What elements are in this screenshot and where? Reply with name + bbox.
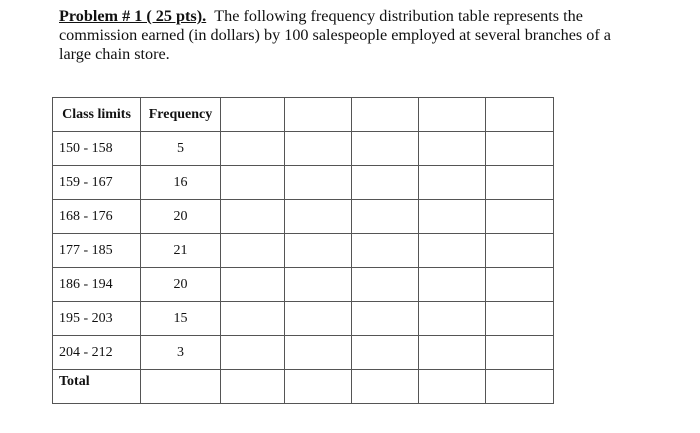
class-limits-cell: 177 - 185 [53, 234, 141, 268]
header-class-limits: Class limits [53, 98, 141, 132]
empty-cell [486, 166, 554, 200]
table-row [53, 336, 554, 370]
frequency-cell: 5 [141, 132, 221, 166]
frequency-cell: 21 [141, 234, 221, 268]
empty-cell [419, 268, 486, 302]
empty-cell [352, 302, 419, 336]
empty-cell [285, 98, 352, 132]
empty-cell [352, 166, 419, 200]
problem-text: The following frequency distribution table represents the commission earned (in dollars) by 100 salespeople employed at several branches of a large chain store. [59, 7, 611, 63]
empty-cell [352, 370, 419, 404]
empty-cell [486, 200, 554, 234]
class-limits-cell: 186 - 194 [53, 268, 141, 302]
empty-cell [352, 268, 419, 302]
frequency-table-container [52, 97, 554, 404]
table-row [53, 200, 554, 234]
empty-cell [221, 268, 285, 302]
empty-cell [486, 268, 554, 302]
empty-cell [419, 302, 486, 336]
empty-cell [486, 132, 554, 166]
empty-cell [285, 234, 352, 268]
problem-heading: Problem # 1 ( 25 pts). [59, 7, 207, 25]
class-limits-cell: 204 - 212 [53, 336, 141, 370]
empty-cell [221, 302, 285, 336]
empty-cell [285, 200, 352, 234]
empty-cell [419, 200, 486, 234]
empty-cell [352, 98, 419, 132]
empty-cell [352, 132, 419, 166]
table-row [53, 302, 554, 336]
empty-cell [221, 234, 285, 268]
frequency-cell: 15 [141, 302, 221, 336]
frequency-distribution-table [52, 97, 554, 404]
empty-cell [419, 98, 486, 132]
empty-cell [419, 234, 486, 268]
empty-cell [221, 166, 285, 200]
empty-cell [419, 370, 486, 404]
empty-cell [285, 132, 352, 166]
empty-cell [221, 200, 285, 234]
frequency-cell: 20 [141, 200, 221, 234]
table-row [53, 268, 554, 302]
table-row [53, 166, 554, 200]
empty-cell [285, 166, 352, 200]
empty-cell [221, 370, 285, 404]
frequency-cell: 16 [141, 166, 221, 200]
class-limits-cell: 150 - 158 [53, 132, 141, 166]
empty-cell [285, 370, 352, 404]
table-row [53, 132, 554, 166]
total-label: Total [53, 370, 141, 404]
empty-cell [486, 302, 554, 336]
empty-cell [221, 336, 285, 370]
problem-statement [59, 7, 619, 64]
empty-cell [419, 166, 486, 200]
empty-cell [141, 370, 221, 404]
empty-cell [419, 132, 486, 166]
frequency-cell: 20 [141, 268, 221, 302]
table-row [53, 234, 554, 268]
empty-cell [221, 98, 285, 132]
frequency-cell: 3 [141, 336, 221, 370]
table-total-row [53, 370, 554, 404]
class-limits-cell: 168 - 176 [53, 200, 141, 234]
empty-cell [419, 336, 486, 370]
table-header-row [53, 98, 554, 132]
empty-cell [486, 234, 554, 268]
empty-cell [486, 336, 554, 370]
empty-cell [285, 302, 352, 336]
empty-cell [486, 98, 554, 132]
empty-cell [352, 234, 419, 268]
empty-cell [486, 370, 554, 404]
empty-cell [221, 132, 285, 166]
empty-cell [352, 200, 419, 234]
header-frequency: Frequency [141, 98, 221, 132]
class-limits-cell: 159 - 167 [53, 166, 141, 200]
empty-cell [352, 336, 419, 370]
empty-cell [285, 268, 352, 302]
empty-cell [285, 336, 352, 370]
class-limits-cell: 195 - 203 [53, 302, 141, 336]
